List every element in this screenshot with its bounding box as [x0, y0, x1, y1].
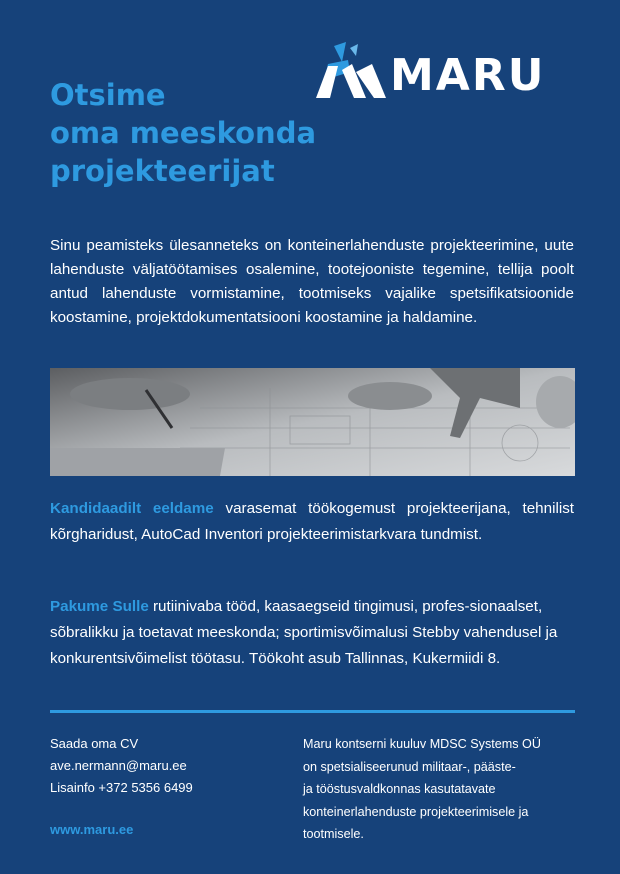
cv-call-to-action: Saada oma CV — [50, 736, 139, 751]
requirements-paragraph — [50, 496, 574, 548]
headline-line-3: projekteerijat — [50, 154, 275, 188]
headline — [50, 76, 316, 190]
headline-line-1: Otsime — [50, 78, 166, 112]
requirements-text: varasemat töökogemust projekteerijana, tehnilist kõrgharidust, AutoCad Inventori projekteerimistarkvara tundmist. — [50, 500, 575, 543]
website-link[interactable]: www.maru.ee — [50, 822, 134, 837]
engineering-drawing-photo — [50, 368, 575, 476]
section-divider — [50, 710, 575, 713]
about-line-2: on spetsialiseerunud militaar-, pääste- — [303, 759, 516, 774]
logo-wordmark: MARU — [390, 50, 546, 101]
contact-phone: Lisainfo +372 5356 6499 — [50, 780, 193, 795]
requirements-highlight: Kandidaadilt eeldame — [50, 500, 214, 517]
intro-paragraph: Sinu peamisteks ülesanneteks on konteinerlahenduste projekteerimine, uute lahenduste väljatöötamises osalemine, tootejooniste tegemine, tellija poolt antud lahenduste vormistamine, tootmiseks vajalike spetsifikatsioonide koostamine, projektdokumentatsiooni koostamine ja haldamine. — [50, 237, 574, 326]
maru-logo — [312, 40, 578, 102]
offer-highlight: Pakume Sulle — [50, 598, 149, 615]
about-line-4: konteinerlahenduste projekteerimisele ja — [303, 804, 529, 819]
company-about — [303, 733, 583, 846]
maru-logo-icon — [312, 40, 392, 102]
contact-email-link[interactable]: ave.nermann@maru.ee — [50, 758, 187, 773]
offer-text: rutiinivaba tööd, kaasaegseid tingimusi, profes-sionaalset, sõbralikku ja toetavat meeskonda; sportimisvõimalusi Stebby vahendusel ja konkurentsivõimelist töötasu. Töökoht asub Tallinnas, Kukermiidi 8. — [50, 598, 558, 667]
offer-paragraph — [50, 594, 574, 672]
about-line-5: tootmisele. — [303, 827, 364, 841]
photo-illustration — [50, 368, 575, 476]
about-line-3: ja tööstusvaldkonnas kasutatavate — [303, 782, 496, 796]
about-line-1: Maru kontserni kuuluv MDSC Systems OÜ — [303, 737, 541, 751]
headline-line-2: oma meeskonda — [50, 116, 317, 150]
contact-block — [50, 733, 193, 799]
